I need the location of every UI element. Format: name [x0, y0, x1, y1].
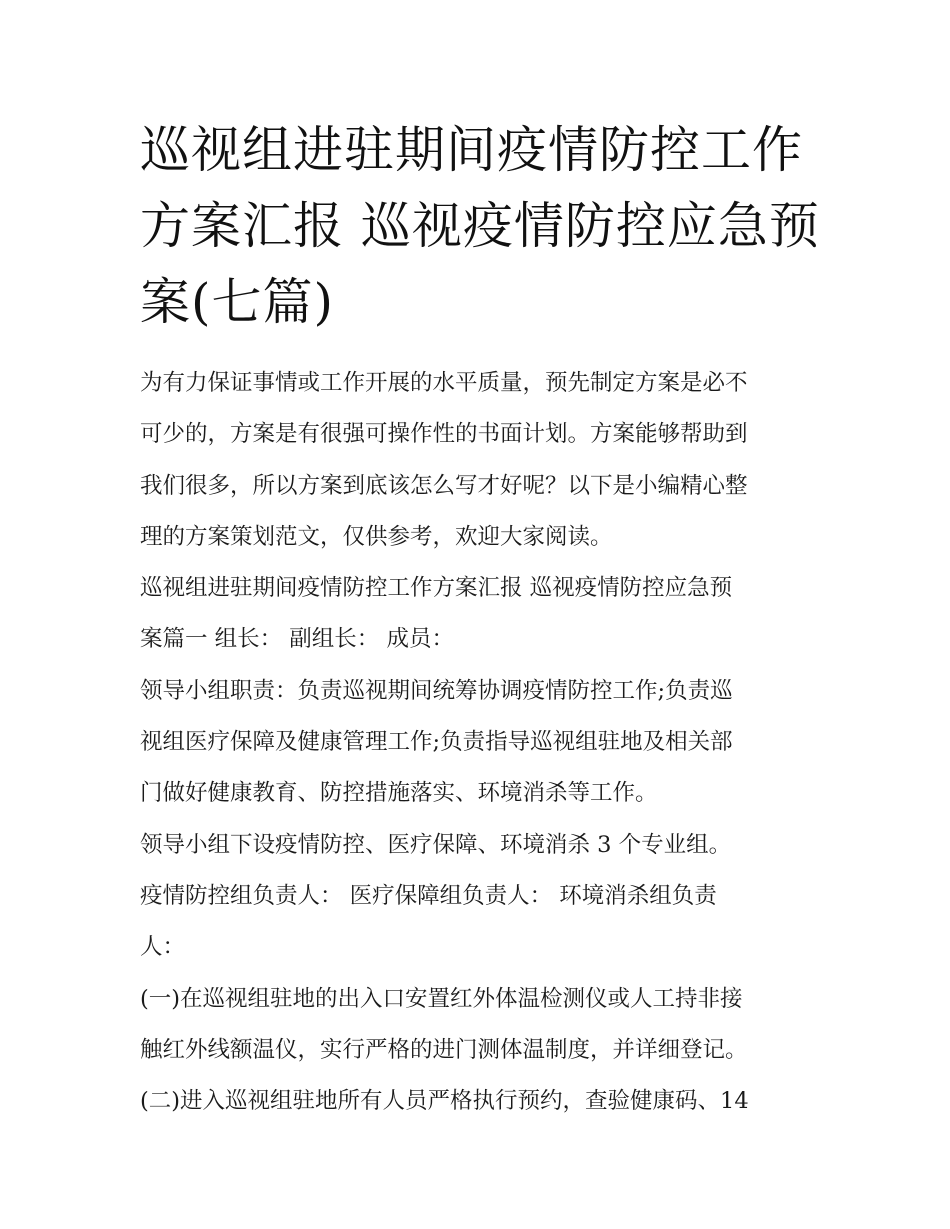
body-line: 疫情防控组负责人： 医疗保障组负责人： 环境消杀组负责 [140, 882, 717, 909]
body-line: 可少的，方案是有很强可操作性的书面计划。方案能够帮助到 [140, 421, 748, 448]
body-line: 为有力保证事情或工作开展的水平质量，预先制定方案是必不 [140, 370, 748, 396]
body-line: 人： [140, 934, 186, 961]
body-line: 领导小组职责：负责巡视期间统筹协调疫情防控工作;负责巡 [140, 677, 733, 704]
body-line: 领导小组下设疫情防控、医疗保障、环境消杀 3 个专业组。 [140, 831, 732, 858]
body-line: 巡视组进驻期间疫情防控工作方案汇报 巡视疫情防控应急预 [140, 575, 733, 602]
title-line: 巡视组进驻期间疫情防控工作 [140, 121, 803, 179]
document-body [140, 358, 830, 1127]
body-line: (一)在巡视组驻地的出入口安置红外体温检测仪或人工持非接 [140, 985, 743, 1012]
title-line: 案(七篇) [140, 273, 335, 331]
body-line: 触红外线额温仪，实行严格的进门测体温制度，并详细登记。 [140, 1036, 748, 1063]
body-line: 门做好健康教育、防控措施落实、环境消杀等工作。 [140, 780, 658, 807]
body-line: 案篇一 组长： 副组长： 成员： [140, 626, 454, 653]
body-line: (二)进入巡视组驻地所有人员严格执行预约，查验健康码、14 [140, 1088, 749, 1115]
body-line: 视组医疗保障及健康管理工作;负责指导巡视组驻地及相关部 [140, 729, 733, 756]
document-title [140, 112, 820, 340]
body-line: 理的方案策划范文，仅供参考，欢迎大家阅读。 [140, 523, 613, 550]
body-line: 我们很多，所以方案到底该怎么写才好呢？以下是小编精心整 [140, 472, 748, 499]
title-line: 方案汇报 巡视疫情防控应急预 [140, 197, 820, 255]
